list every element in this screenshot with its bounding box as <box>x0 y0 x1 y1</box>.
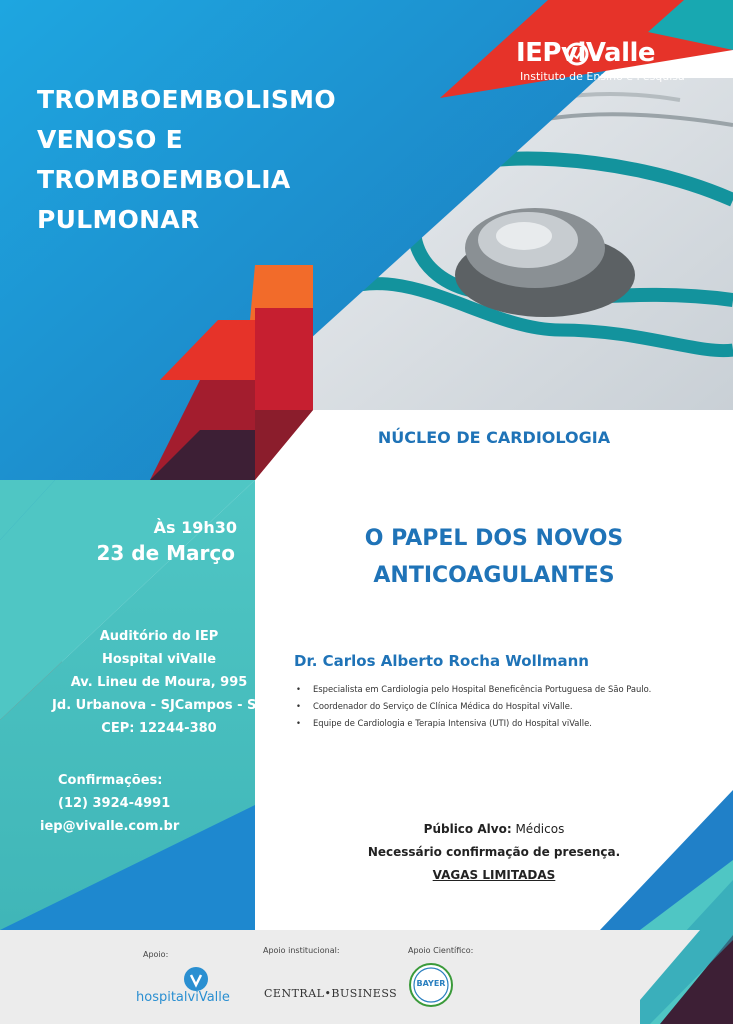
audience-row <box>255 818 733 841</box>
confirmations <box>40 769 179 838</box>
bio-item: • Coordenador do Serviço de Clínica Médica do Hospital viValle. <box>296 698 651 715</box>
event-date: 23 de Março <box>96 541 235 565</box>
speaker-name: Dr. Carlos Alberto Rocha Wollmann <box>294 652 589 670</box>
venue-address <box>0 625 318 740</box>
venue-line: Av. Lineu de Moura, 995 <box>70 675 248 690</box>
title-line: TROMBOEMBOLISMO <box>37 85 336 114</box>
iep-vivalle-logo <box>516 36 716 86</box>
vagas-limitadas: VAGAS LIMITADAS <box>432 868 556 882</box>
central-business-logo: CENTRAL•BUSINESS <box>264 987 398 1000</box>
talk-line: ANTICOAGULANTES <box>373 563 615 588</box>
audience-label: Público Alvo: <box>423 822 512 836</box>
venue-line: Hospital viValle <box>101 652 217 667</box>
bio-item: • Especialista em Cardiologia pelo Hospital Beneficência Portuguesa de São Paulo. <box>296 681 651 698</box>
talk-title <box>255 520 733 594</box>
venue-line: Auditório do IEP <box>99 629 219 644</box>
audience-info <box>255 818 733 887</box>
nucleo-heading: NÚCLEO DE CARDIOLOGIA <box>377 428 611 447</box>
bayer-logo-text: BAYER <box>416 979 446 988</box>
title-line: TROMBOEMBOLIA <box>37 165 291 194</box>
apoio-label: Apoio: <box>143 950 169 959</box>
hospital-vivalle-logo-icon <box>183 966 209 992</box>
confirmations-email[interactable]: iep@vivalle.com.br <box>40 819 180 834</box>
title-line: VENOSO E <box>37 125 184 154</box>
event-title <box>37 80 367 240</box>
apoio-cientifico-label: Apoio Científico: <box>408 946 474 955</box>
apoio-institucional-label: Apoio institucional: <box>263 946 340 955</box>
logo-subtitle: Instituto de Ensino e Pesquisa <box>520 70 685 83</box>
confirmations-phone[interactable]: (12) 3924-4991 <box>58 796 171 811</box>
event-datetime <box>0 518 273 565</box>
confirmations-label: Confirmações: <box>58 773 163 788</box>
venue-line: CEP: 12244-380 <box>101 721 217 736</box>
event-time: Às 19h30 <box>153 518 237 537</box>
speaker-bio <box>296 681 651 732</box>
hospital-vivalle-logo: hospitalviValle <box>136 990 230 1005</box>
title-line: PULMONAR <box>37 205 200 234</box>
audience-value: Médicos <box>515 822 565 836</box>
bio-item: • Equipe de Cardiologia e Terapia Intensiva (UTI) do Hospital viValle. <box>296 715 651 732</box>
logo-name: IEPviValle <box>516 38 656 68</box>
audience-note: Necessário confirmação de presença. <box>367 845 621 859</box>
talk-line: O PAPEL DOS NOVOS <box>364 526 624 551</box>
sponsors-footer <box>0 930 733 1024</box>
venue-line: Jd. Urbanova - SJCampos - SP <box>52 698 266 713</box>
